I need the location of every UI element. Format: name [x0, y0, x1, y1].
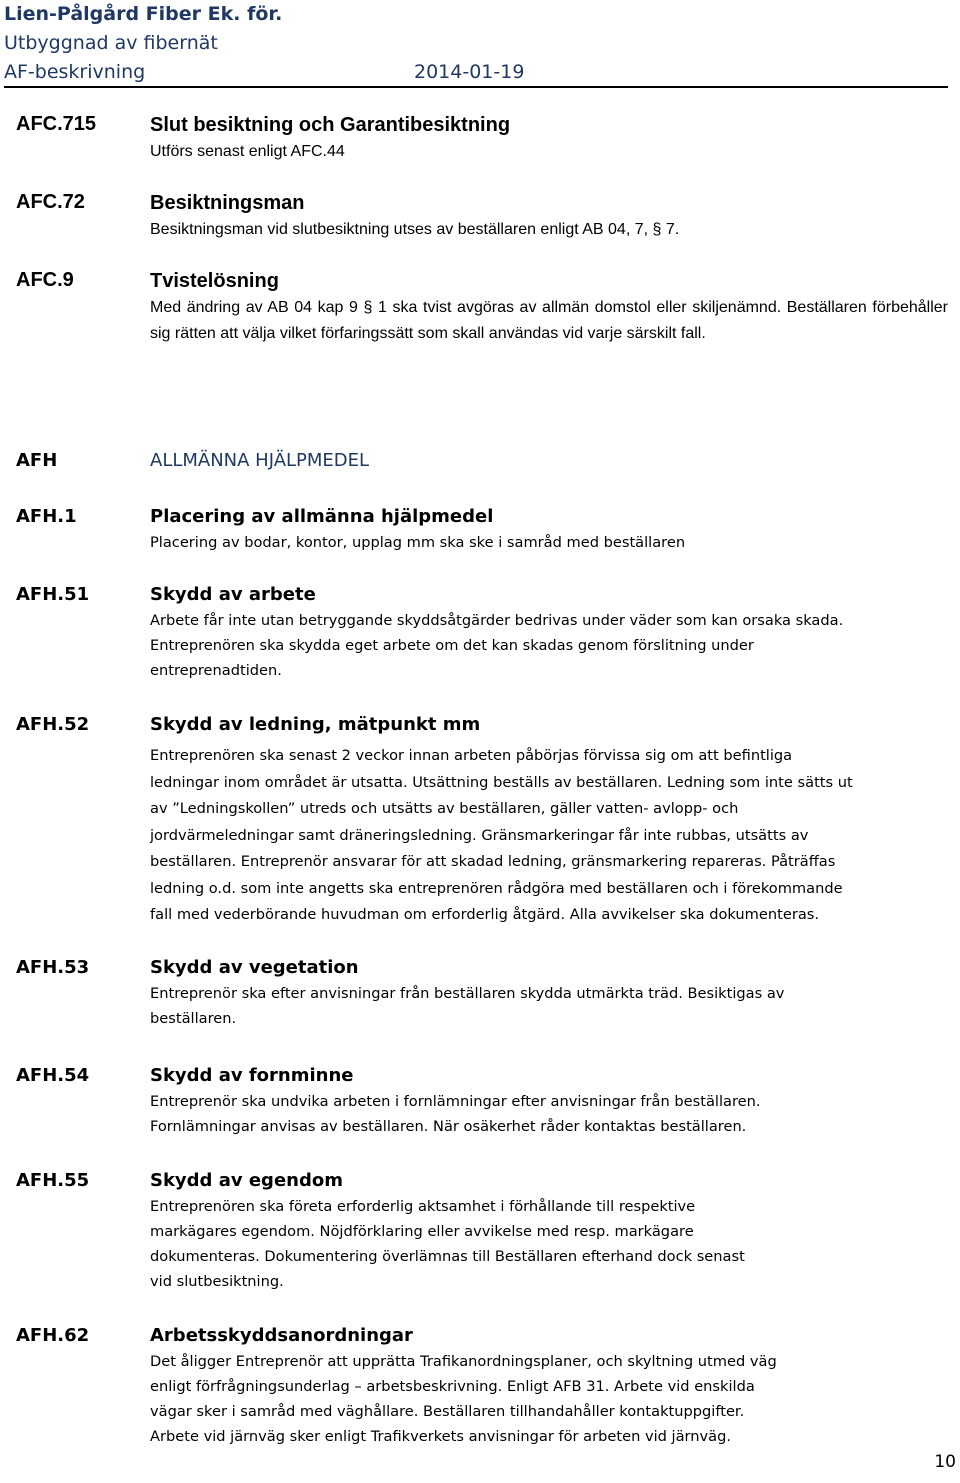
section-afc-9: [150, 267, 948, 347]
section-code: AFC.72: [16, 191, 85, 213]
organization-name: Lien-Pålgård Fiber Ek. för.: [4, 3, 283, 25]
section-title: Slut besiktning och Garantibesiktning: [150, 114, 511, 136]
section-title: Skydd av vegetation: [150, 957, 359, 978]
section-code: AFH.55: [16, 1170, 90, 1191]
section-line: Arbete vid järnväg sker enligt Trafikverkets anvisningar för arbeten vid järnväg.: [150, 1428, 732, 1445]
page-header: [4, 0, 948, 87]
section-title: Tvistelösning: [150, 270, 279, 292]
section-line: beställaren.: [150, 1010, 237, 1027]
section-code: AFC.715: [16, 113, 97, 135]
section-line: jordvärmeledningar samt dräneringsledning. Gränsmarkeringar får inte rubbas, utsätts av: [150, 826, 809, 844]
section-line: enligt förfrågningsunderlag – arbetsbeskrivning. Enligt AFB 31. Arbete vid enskilda: [150, 1378, 755, 1395]
section-afh-52: [150, 712, 950, 929]
section-line: Entreprenör ska undvika arbeten i fornlämningar efter anvisningar från beställaren.: [150, 1093, 761, 1110]
section-line: Arbete får inte utan betryggande skyddsåtgärder bedrivas under väder som kan orsaka skada.: [150, 612, 844, 629]
page-number: 10: [934, 1452, 956, 1472]
section-afh-1: [150, 504, 950, 555]
document-date: 2014-01-19: [414, 61, 525, 83]
section-title: Besiktningsman: [150, 192, 305, 214]
section-code: AFH.53: [16, 957, 90, 978]
section-line: entreprenadtiden.: [150, 662, 282, 679]
chapter-title: ALLMÄNNA HJÄLPMEDEL: [150, 450, 370, 471]
section-line: dokumenteras. Dokumentering överlämnas till Beställaren efterhand dock senast: [150, 1248, 745, 1265]
section-line: Entreprenören ska senast 2 veckor innan arbeten påbörjas förvissa sig om att befintliga: [150, 747, 793, 764]
section-line: Placering av bodar, kontor, upplag mm ska ske i samråd med beställaren: [150, 534, 686, 551]
section-afh-62: [150, 1323, 950, 1449]
section-title: Placering av allmänna hjälpmedel: [150, 506, 494, 527]
section-line: ledningar inom området är utsatta. Utsättning beställs av beställaren. Ledning som inte sätts ut: [150, 773, 853, 791]
section-afh-55: [150, 1168, 950, 1294]
section-paragraph: Besiktningsman vid slutbesiktning utses av beställaren enligt AB 04, 7, § 7.: [150, 221, 680, 238]
section-title: Arbetsskyddsanordningar: [150, 1325, 413, 1346]
document-info-row: [4, 58, 948, 87]
section-line: Fornlämningar anvisas av beställaren. När osäkerhet råder kontaktas beställaren.: [150, 1118, 747, 1135]
section-code: AFH.62: [16, 1325, 90, 1346]
section-code: AFH.54: [16, 1065, 90, 1086]
section-line: av ”Ledningskollen” utreds och utsätts av beställaren, gäller vatten- avlopp- och: [150, 800, 739, 817]
section-title: Skydd av ledning, mätpunkt mm: [150, 714, 481, 735]
section-line: vid slutbesiktning.: [150, 1273, 284, 1290]
project-name: Utbyggnad av fibernät: [4, 32, 218, 54]
section-code: AFC.9: [16, 269, 74, 291]
header-divider: [4, 86, 948, 88]
section-line: ledning o.d. som inte angetts ska entreprenören rådgöra med beställaren och i förekommande: [150, 879, 843, 897]
section-line: Entreprenören ska företa erforderlig aktsamhet i förhållande till respektive: [150, 1198, 696, 1215]
section-code: AFH.51: [16, 584, 90, 605]
section-line: vägar sker i samråd med väghållare. Beställaren tillhandahåller kontaktuppgifter.: [150, 1403, 745, 1420]
section-line: fall med vederbörande huvudman om erforderlig åtgärd. Alla avvikelser ska dokumenteras.: [150, 906, 820, 923]
section-line: markägares egendom. Nöjdförklaring eller avvikelse med resp. markägare: [150, 1223, 694, 1240]
section-code: AFH: [16, 450, 58, 471]
section-title: Skydd av fornminne: [150, 1065, 354, 1086]
section-afh-54: [150, 1063, 950, 1139]
section-paragraph: Med ändring av AB 04 kap 9 § 1 ska tvist avgöras av allmän domstol eller skiljenämnd. Beställaren förbehåller sig rätten att välja vilket förfaringssätt som skall användas vid varje särskilt fall.: [150, 299, 948, 342]
section-line: Entreprenör ska efter anvisningar från beställaren skydda utmärkta träd. Besiktigas av: [150, 985, 785, 1002]
section-afc-72: [150, 189, 950, 243]
document-name: AF-beskrivning: [4, 61, 146, 83]
section-code: AFH.52: [16, 714, 90, 735]
section-line: Entreprenören ska skydda eget arbete om det kan skadas genom förslitning under: [150, 637, 754, 654]
section-afh-53: [150, 955, 950, 1031]
section-afh-51: [150, 582, 950, 683]
section-title: Skydd av arbete: [150, 584, 316, 605]
section-code: AFH.1: [16, 506, 77, 527]
section-line: Det åligger Entreprenör att upprätta Trafikanordningsplaner, och skyltning utmed väg: [150, 1353, 777, 1370]
section-afc-715: [150, 111, 950, 165]
section-title: Skydd av egendom: [150, 1170, 343, 1191]
section-paragraph: Utförs senast enligt AFC.44: [150, 143, 345, 160]
section-line: beställaren. Entreprenör ansvarar för att skadad ledning, gränsmarkering repareras. Påträffas: [150, 853, 836, 870]
